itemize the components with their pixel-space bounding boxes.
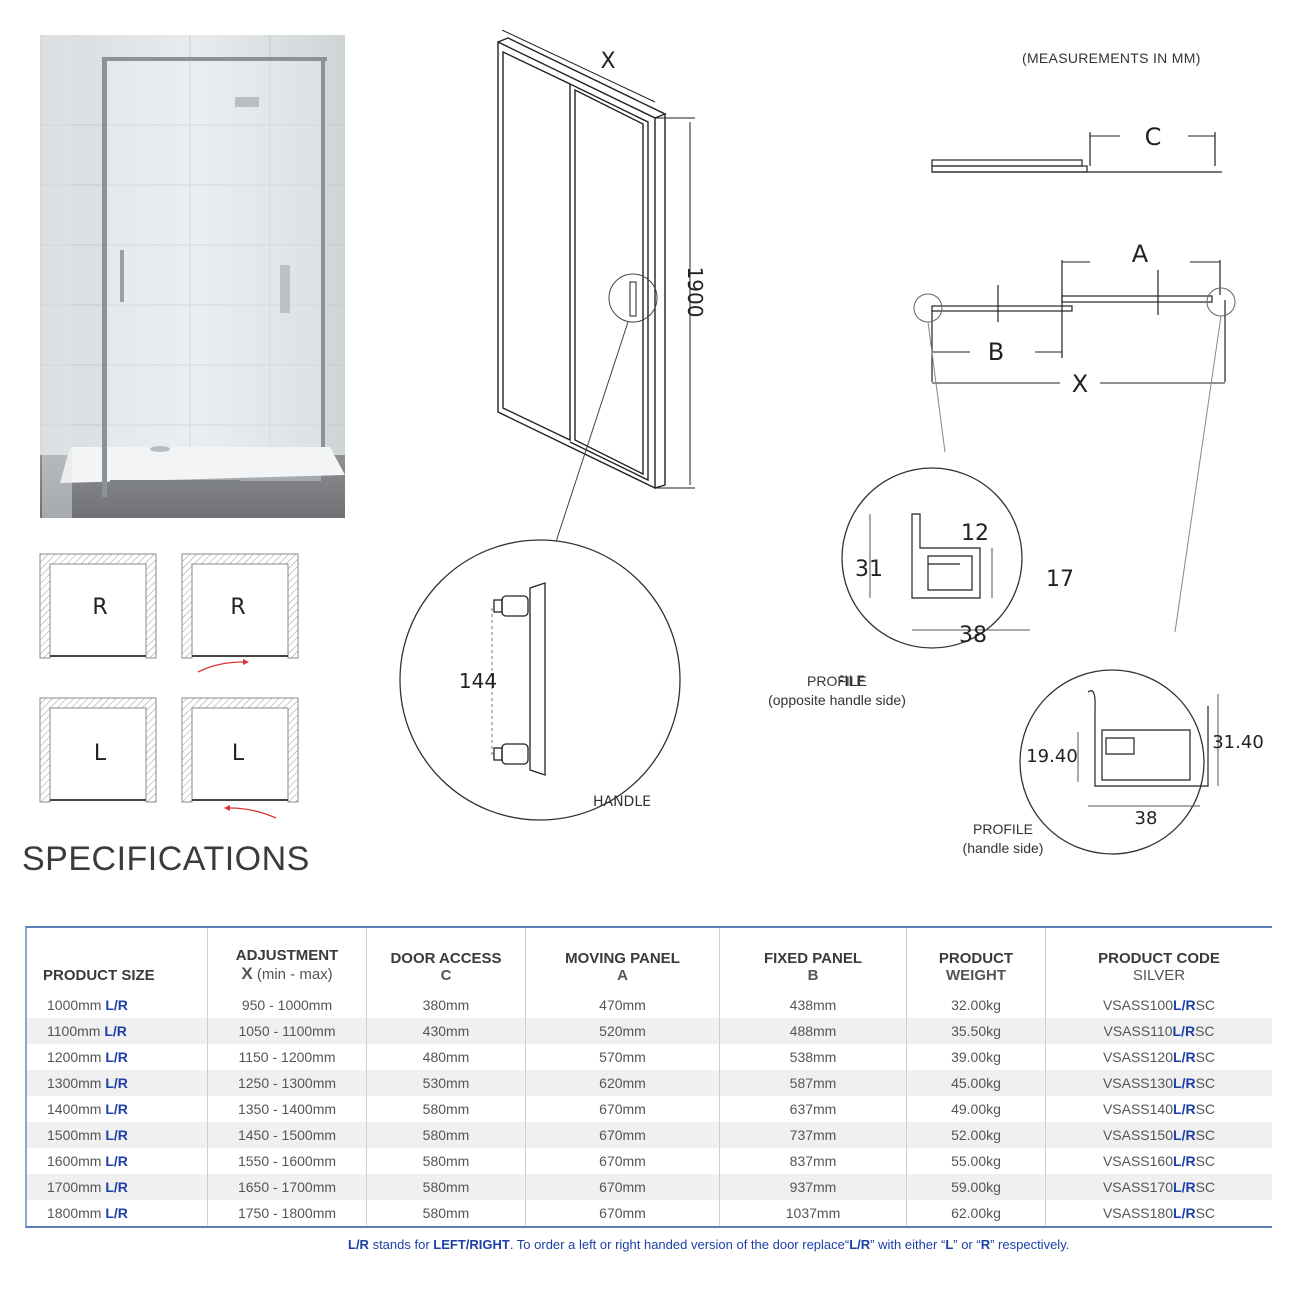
cell-product-size: 1500mm L/R — [27, 1122, 208, 1148]
cell-product-weight: 32.00kg — [907, 992, 1046, 1018]
door-access-dimension: C — [1144, 123, 1162, 151]
handle-dimension: 144 — [458, 669, 498, 693]
product-photo — [40, 35, 345, 518]
cell-door-access: 580mm — [367, 1096, 526, 1122]
profile-handle-subtitle: (handle side) — [962, 839, 1044, 856]
cell-door-access: 580mm — [367, 1174, 526, 1200]
cell-product-size: 1600mm L/R — [27, 1148, 208, 1174]
cell-moving-panel: 570mm — [526, 1044, 720, 1070]
header-product-weight: PRODUCT WEIGHT — [907, 928, 1046, 992]
cell-door-access: 580mm — [367, 1148, 526, 1174]
header-adjustment: ADJUSTMENT X (min - max) — [208, 928, 367, 992]
cell-adjustment: 950 - 1000mm — [208, 992, 367, 1018]
cell-product-code: VSASS130L/RSC — [1102, 1075, 1216, 1091]
cell-fixed-panel: 1037mm — [720, 1200, 907, 1226]
cell-fixed-panel: 737mm — [720, 1122, 907, 1148]
cell-fixed-panel: 438mm — [720, 992, 907, 1018]
cell-moving-panel: 520mm — [526, 1018, 720, 1044]
cell-adjustment: 1750 - 1800mm — [208, 1200, 367, 1226]
cell-moving-panel: 670mm — [526, 1148, 720, 1174]
cell-adjustment: 1450 - 1500mm — [208, 1122, 367, 1148]
table-row — [27, 1122, 1272, 1148]
table-row — [27, 1044, 1272, 1070]
handle-label: HANDLE — [592, 794, 652, 810]
cell-product-weight: 39.00kg — [907, 1044, 1046, 1070]
width-dimension: X — [600, 49, 616, 74]
profile2-left-dimension: 19.40 — [1026, 746, 1078, 767]
cell-product-code: VSASS150L/RSC — [1102, 1127, 1216, 1143]
cell-product-code: VSASS110L/RSC — [1103, 1023, 1215, 1039]
cell-adjustment: 1650 - 1700mm — [208, 1174, 367, 1200]
cell-moving-panel: 670mm — [526, 1174, 720, 1200]
cell-door-access: 530mm — [367, 1070, 526, 1096]
cell-adjustment: 1550 - 1600mm — [208, 1148, 367, 1174]
table-row — [27, 992, 1272, 1018]
profile-handle-title: PROFILE — [973, 821, 1033, 837]
cell-fixed-panel: 538mm — [720, 1044, 907, 1070]
cell-product-code: VSASS120L/RSC — [1102, 1049, 1216, 1065]
header-fixed-panel: FIXED PANEL B — [720, 928, 907, 992]
cell-fixed-panel: 837mm — [720, 1148, 907, 1174]
config-right-closed — [40, 554, 156, 658]
config-label: L — [231, 741, 245, 766]
table-row — [27, 1018, 1272, 1044]
config-left-closed — [40, 698, 156, 802]
profile1-bottom-dimension: 38 — [959, 623, 987, 648]
profile-handle-caption — [930, 820, 1076, 858]
plan-profile-diagram — [840, 90, 1290, 875]
units-note: (MEASUREMENTS IN MM) — [1022, 50, 1201, 66]
cell-product-code: VSASS180L/RSC — [1102, 1205, 1216, 1221]
cell-product-code: VSASS160L/RSC — [1102, 1153, 1216, 1169]
table-row — [27, 1200, 1272, 1226]
config-label: L — [93, 741, 107, 766]
overall-width-dimension: X — [1071, 370, 1089, 398]
config-right-open — [182, 554, 298, 672]
header-product-size: PRODUCT SIZE — [27, 928, 208, 992]
cell-product-size: 1800mm L/R — [27, 1200, 208, 1226]
profile2-bottom-dimension: 38 — [1134, 808, 1158, 829]
cell-product-size: 1400mm L/R — [27, 1096, 208, 1122]
header-door-access: DOOR ACCESS C — [367, 928, 526, 992]
cell-adjustment: 1350 - 1400mm — [208, 1096, 367, 1122]
cell-door-access: 380mm — [367, 992, 526, 1018]
cell-adjustment: 1150 - 1200mm — [208, 1044, 367, 1070]
cell-product-weight: 55.00kg — [907, 1148, 1046, 1174]
fixed-panel-dimension: B — [987, 338, 1005, 366]
cell-product-weight: 62.00kg — [907, 1200, 1046, 1226]
profile1-top-dimension: 12 — [961, 521, 989, 546]
lr-footnote: L/R stands for LEFT/RIGHT. To order a left or right handed version of the door replace“L/R” with either “L” or “R” respectively. — [348, 1237, 1070, 1252]
cell-moving-panel: 670mm — [526, 1096, 720, 1122]
cell-product-weight: 59.00kg — [907, 1174, 1046, 1200]
profile-opposite-caption — [740, 672, 934, 710]
cell-fixed-panel: 488mm — [720, 1018, 907, 1044]
cell-fixed-panel: 587mm — [720, 1070, 907, 1096]
door-elevation-diagram — [390, 30, 730, 835]
configuration-diagrams — [38, 550, 308, 825]
table-row — [27, 1148, 1272, 1174]
cell-product-size: 1200mm L/R — [27, 1044, 208, 1070]
profile-opposite-title: PROFILE — [807, 673, 867, 689]
header-product-code: PRODUCT CODE SILVER — [1098, 950, 1220, 984]
cell-product-size: 1100mm L/R — [27, 1018, 208, 1044]
specifications-title: SPECIFICATIONS — [22, 840, 310, 878]
cell-product-code: VSASS170L/RSC — [1102, 1179, 1216, 1195]
cell-fixed-panel: 637mm — [720, 1096, 907, 1122]
config-label: R — [230, 595, 246, 620]
cell-product-weight: 52.00kg — [907, 1122, 1046, 1148]
cell-door-access: 480mm — [367, 1044, 526, 1070]
cell-product-code: VSASS100L/RSC — [1102, 997, 1216, 1013]
profile1-left-dimension: 31 — [855, 557, 883, 582]
config-left-open — [182, 698, 298, 818]
config-label: R — [92, 595, 108, 620]
table-header-row — [27, 928, 1272, 992]
cell-adjustment: 1050 - 1100mm — [208, 1018, 367, 1044]
header-moving-panel: MOVING PANEL A — [526, 928, 720, 992]
cell-product-size: 1300mm L/R — [27, 1070, 208, 1096]
cell-moving-panel: 620mm — [526, 1070, 720, 1096]
profile-opposite-subtitle: (opposite handle side) — [768, 691, 906, 708]
moving-panel-dimension: A — [1131, 240, 1149, 268]
cell-moving-panel: 670mm — [526, 1200, 720, 1226]
cell-adjustment: 1250 - 1300mm — [208, 1070, 367, 1096]
cell-fixed-panel: 937mm — [720, 1174, 907, 1200]
cell-door-access: 430mm — [367, 1018, 526, 1044]
cell-product-weight: 49.00kg — [907, 1096, 1046, 1122]
table-row — [27, 1174, 1272, 1200]
cell-moving-panel: 670mm — [526, 1122, 720, 1148]
profile2-right-dimension: 31.40 — [1212, 732, 1264, 753]
cell-product-size: 1700mm L/R — [27, 1174, 208, 1200]
specifications-table — [25, 926, 1272, 1228]
cell-product-size: 1000mm L/R — [27, 992, 208, 1018]
profile1-right-dimension: 17 — [1046, 567, 1074, 592]
table-row — [27, 1070, 1272, 1096]
profile1-label: FILE — [840, 674, 866, 690]
cell-product-code: VSASS140L/RSC — [1102, 1101, 1216, 1117]
cell-door-access: 580mm — [367, 1122, 526, 1148]
table-row — [27, 1096, 1272, 1122]
height-dimension: 1900 — [683, 266, 707, 318]
cell-product-weight: 35.50kg — [907, 1018, 1046, 1044]
cell-door-access: 580mm — [367, 1200, 526, 1226]
cell-product-weight: 45.00kg — [907, 1070, 1046, 1096]
cell-moving-panel: 470mm — [526, 992, 720, 1018]
